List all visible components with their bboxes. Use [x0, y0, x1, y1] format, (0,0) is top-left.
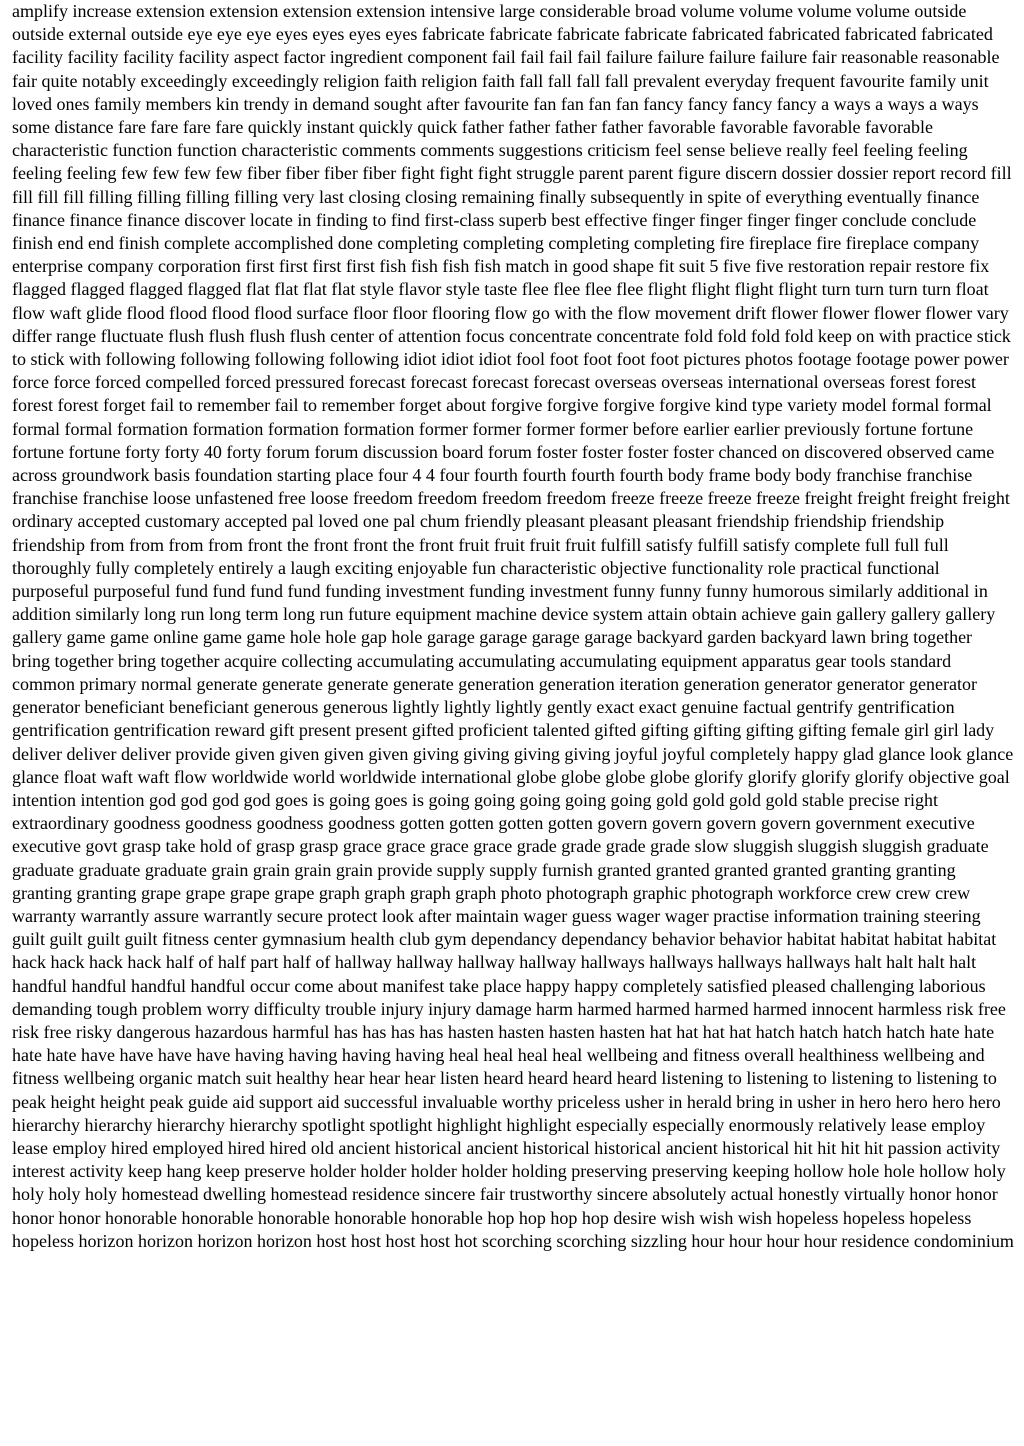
- body-text: amplify increase extension extension extension extension intensive large considerable broad volume volume volume volume outside outside external outside eye eye eye eyes eyes eyes eyes fabricate fabricate fabricate fabricate fabricated fabricated fabricated fabricated facility facility facility facility aspect factor ingredient component fail fail fail fail failure failure failure failure fair reasonable reasonable fair quite notably exceedingly exceedingly religion faith religion faith fall fall fall fall prevalent everyday frequent favourite family unit loved ones family members kin trendy in demand sought after favourite fan fan fan fan fancy fancy fancy fancy a ways a ways a ways some distance fare fare fare fare quickly instant quickly quick father father father father favorable favorable favorable favorable characteristic function function characteristic comments comments suggestions criticism feel sense believe really feel feeling feeling feeling feeling few few few few fiber fiber fiber fiber fight fight fight struggle parent parent figure discern dossier dossier report record fill fill fill fill filling filling filling filling very last closing closing remaining finally subsequently in spite of everything eventually finance finance finance finance discover locate in finding to find first-class superb best effective finger finger finger finger conclude conclude finish end end finish complete accomplished done completing completing completing completing fire fireplace fire fireplace company enterprise company corporation first first first first fish fish fish fish match in good shape fit suit 5 five five restoration repair restore fix flagged flagged flagged flagged flat flat flat flat style flavor style taste flee flee flee flee flight flight flight flight turn turn turn turn float flow waft glide flood flood flood flood surface floor floor flooring flow go with the flow movement drift flower flower flower flower vary differ range fluctuate flush flush flush flush center of attention focus concentrate concentrate fold fold fold fold keep on with practice stick to stick with following following following following idiot idiot idiot fool foot foot foot foot pictures photos footage footage power power force force forced compelled forced pressured forecast forecast forecast forecast overseas overseas international overseas forest forest forest forest forget fail to remember fail to remember forget about forgive forgive forgive forgive kind type variety model formal formal formal formal formation formation formation formation former former former former before earlier earlier previously fortune fortune fortune fortune forty forty 40 forty forum forum discussion board forum foster foster foster foster chanced on discovered observed came across groundwork basis foundation starting place four 4 4 four fourth fourth fourth fourth body frame body body franchise franchise franchise franchise loose unfastened free loose freedom freedom freedom freedom freeze freeze freeze freeze freight freight freight freight ordinary accepted customary accepted pal loved one pal chum friendly pleasant pleasant pleasant friendship friendship friendship friendship from from from from front the front front the front fruit fruit fruit fruit fulfill satisfy fulfill satisfy complete full full full thoroughly fully completely entirely a laugh exciting enjoyable fun characteristic objective functionality role practical functional purposeful purposeful fund fund fund fund funding investment funding investment funny funny funny humorous similarly additional in addition similarly long run long term long run future equipment machine device system attain obtain achieve gain gallery gallery gallery gallery game game online game game hole hole gap hole garage garage garage garage backyard garden backyard lawn bring together bring together bring together acquire collecting accumulating accumulating accumulating equipment apparatus gear tools standard common primary normal generate generate generate generate generation generation iteration generation generator generator generator generator beneficiant beneficiant generous generous lightly lightly lightly gently exact exact genuine factual gentrify gentrification gentrification gentrification reward gift present present gifted proficient talented gifted gifting gifting gifting gifting female girl girl lady deliver deliver deliver provide given given given given giving giving giving giving joyful joyful completely happy glad glance look glance glance float waft waft flow worldwide world worldwide international globe globe globe globe glorify glorify glorify glorify objective goal intention intention god god god god goes is going goes is going going going going going gold gold gold gold stable precise right extraordinary goodness goodness goodness goodness gotten gotten gotten gotten govern govern govern govern government executive executive govt grasp take hold of grasp grasp grace grace grace grace grade grade grade grade slow sluggish sluggish sluggish graduate graduate graduate graduate grain grain grain grain provide supply supply furnish granted granted granted granted granting granting granting granting grape grape grape grape graph graph graph graph photo photograph graphic photograph workforce crew crew crew warranty warrantly assure warrantly secure protect look after maintain wager guess wager wager practise information training steering guilt guilt guilt guilt fitness center gymnasium health club gym dependancy dependancy behavior behavior habitat habitat habitat habitat hack hack hack hack half of half part half of hallway hallway hallway hallway hallways hallways hallways hallways halt halt halt halt handful handful handful handful occur come about manifest take place happy happy completely satisfied pleased challenging laborious demanding tough problem worry difficulty trouble injury injury damage harm harmed harmed harmed harmed innocent harmless risk free risk free risky dangerous hazardous harmful has has has has hasten hasten hasten hasten hat hat hat hat hatch hatch hatch hatch hate hate hate hate have have have have having having having having heal heal heal heal wellbeing and fitness overall healthiness wellbeing and fitness wellbeing organic match suit healthy hear hear hear listen heard heard heard heard listening to listening to listening to listening to peak height height peak guide aid support aid successful invaluable worthy priceless usher in herald bring in usher in hero hero hero hero hierarchy hierarchy hierarchy hierarchy spotlight spotlight highlight highlight especially especially enormously relatively lease employ lease employ hired employed hired hired old ancient historical ancient historical historical ancient historical hit hit hit hit passion activity interest activity keep hang keep preserve holder holder holder holder holding preserving preserving keeping hollow hole hole hollow holy holy holy holy homestead dwelling homestead residence sincere fair trustworthy sincere absolutely actual honestly virtually honor honor honor honor honorable honorable honorable honorable honorable hop hop hop hop desire wish wish wish hopeless hopeless hopeless hopeless horizon horizon horizon horizon host host host host hot scorching scorching sizzling hour hour hour hour residence condominium: [12, 1, 1014, 1251]
